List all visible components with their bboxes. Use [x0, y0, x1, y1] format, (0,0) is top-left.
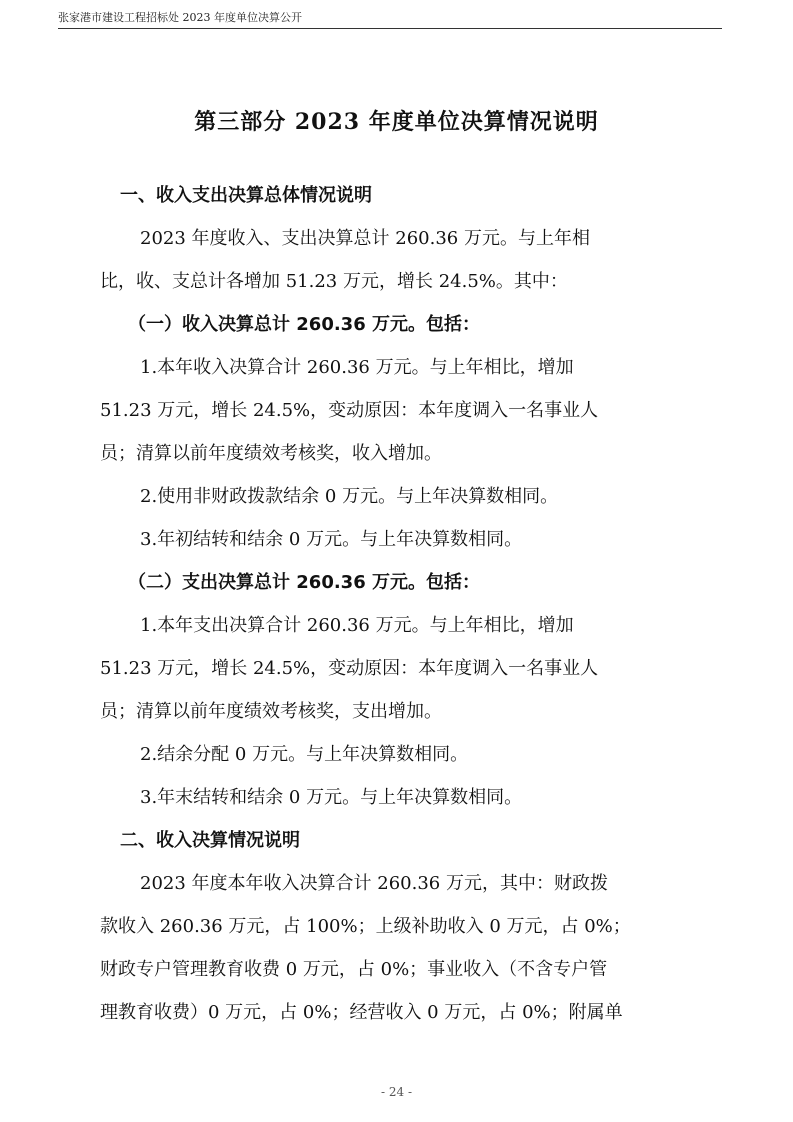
paragraph-line: 51.23 万元，增长 24.5%，变动原因：本年度调入一名事业人	[100, 400, 599, 421]
paragraph-line: 员；清算以前年度绩效考核奖，支出增加。	[100, 701, 442, 722]
running-header: 张家港市建设工程招标处 2023 年度单位决算公开	[58, 11, 302, 24]
paragraph-line: 2.使用非财政拨款结余 0 万元。与上年决算数相同。	[140, 486, 559, 507]
subsection-heading-expense: （二）支出决算总计 260.36 万元。包括：	[128, 572, 480, 593]
paragraph-line: 1.本年支出决算合计 260.36 万元。与上年相比，增加	[140, 615, 574, 636]
paragraph-line: 财政专户管理教育收费 0 万元，占 0%；事业收入（不含专户管	[100, 959, 608, 980]
paragraph-line: 理教育收费）0 万元，占 0%；经营收入 0 万元，占 0%；附属单	[100, 1002, 623, 1023]
paragraph-line: 3.年末结转和结余 0 万元。与上年决算数相同。	[140, 787, 523, 808]
page-number: - 24 -	[380, 1085, 412, 1099]
paragraph-line: 2023 年度收入、支出决算总计 260.36 万元。与上年相	[140, 228, 590, 249]
paragraph-line: 51.23 万元，增长 24.5%，变动原因：本年度调入一名事业人	[100, 658, 599, 679]
paragraph-line: 款收入 260.36 万元，占 100%；上级补助收入 0 万元，占 0%；	[100, 916, 631, 937]
paragraph-line: 比，收、支总计各增加 51.23 万元，增长 24.5%。其中：	[100, 271, 568, 292]
page-title: 第三部分 2023 年度单位决算情况说明	[194, 109, 599, 135]
header-rule	[58, 28, 722, 29]
paragraph-line: 2.结余分配 0 万元。与上年决算数相同。	[140, 744, 469, 765]
paragraph-line: 3.年初结转和结余 0 万元。与上年决算数相同。	[140, 529, 523, 550]
section-heading-1: 一、收入支出决算总体情况说明	[120, 185, 372, 206]
paragraph-line: 员；清算以前年度绩效考核奖，收入增加。	[100, 443, 442, 464]
paragraph-line: 2023 年度本年收入决算合计 260.36 万元，其中：财政拨	[140, 873, 608, 894]
section-heading-2: 二、收入决算情况说明	[120, 830, 300, 851]
paragraph-line: 1.本年收入决算合计 260.36 万元。与上年相比，增加	[140, 357, 574, 378]
subsection-heading-income: （一）收入决算总计 260.36 万元。包括：	[128, 314, 480, 335]
